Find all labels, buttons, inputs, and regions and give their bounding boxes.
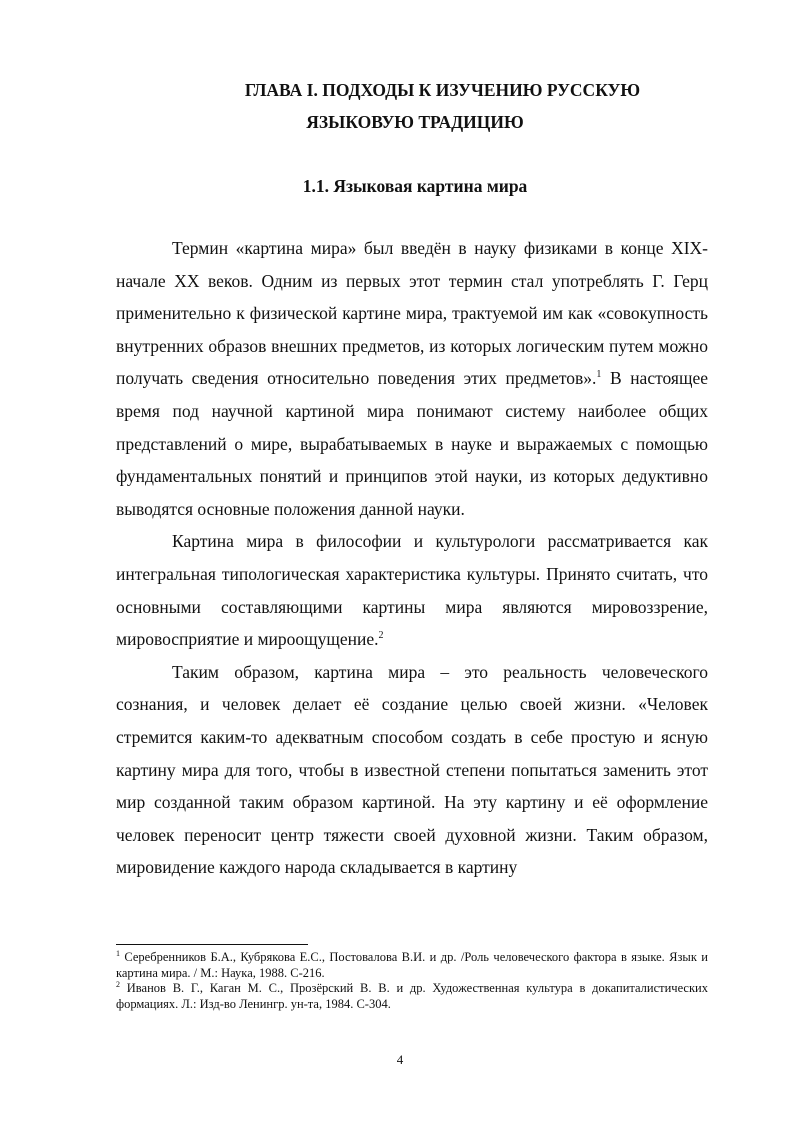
footnote-2: [116, 981, 708, 1012]
chapter-title-line-2: ЯЗЫКОВУЮ ТРАДИЦИЮ: [306, 112, 524, 132]
chapter-title: [110, 74, 720, 138]
section-title: 1.1. Языковая картина мира: [302, 176, 528, 196]
chapter-title-line-1: ГЛАВА I. ПОДХОДЫ К ИЗУЧЕНИЮ РУССКУЮ: [244, 80, 641, 100]
paragraph-2: [116, 525, 708, 655]
paragraph-2-text: Картина мира в философии и культурологи рассматривается как интегральная типологическая характеристика культуры. Принято считать, что основными составляющими картины мира являются мировоззрение, мировосприятие и мироощущение.: [116, 531, 708, 650]
footnote-1-text: Серебренников Б.А., Кубрякова Е.С., Постовалова В.И. и др. /Роль человеческого фактора в языке. Язык и картина мира. / М.: Наука, 1988. С-216.: [116, 950, 708, 980]
footnote-ref-1[interactable]: 1: [596, 369, 602, 381]
paragraph-1-part-b: В настоящее время под научной картиной мира понимают систему наиболее общих представлений о мире, вырабатываемых в науке и выражаемых с помощью фундаментальных понятий и принципов этой науки, из которых дедуктивно выводятся основные положения данной науки.: [116, 368, 708, 519]
page-number: 4: [396, 1052, 404, 1067]
footnotes: [116, 950, 708, 1012]
footnote-mark-2: 2: [116, 979, 120, 989]
paragraph-1: [116, 232, 708, 525]
footnote-mark-1: 1: [116, 948, 120, 958]
body-text: [116, 232, 708, 884]
paragraph-3: Таким образом, картина мира – это реальность человеческого сознания, и человек делает её создание целью своей жизни. «Человек стремится каким-то адекватным способом создать в себе простую и ясную картину мира для того, чтобы в известной степени попытаться заменить этот мир созданной таким образом картиной. На эту картину и её оформление человек переносит центр тяжести своей духовной жизни. Таким образом, мировидение каждого народа складывается в картину: [116, 661, 708, 878]
footnote-ref-2[interactable]: 2: [378, 630, 384, 642]
footnote-1: [116, 950, 708, 981]
footnote-separator: [116, 944, 308, 945]
paragraph-1-part-a: Термин «картина мира» был введён в науку физиками в конце XIX- начале XX веков. Одним из первых этот термин стал употреблять Г. Герц применительно к физической картине мира, трактуемой им как «совокупность внутренних образов внешних предметов, из которых логическим путем можно получать сведения относительно поведения этих предметов».: [116, 238, 708, 389]
footnote-2-text: Иванов В. Г., Каган М. С., Прозёрский В. В. и др. Художественная культура в докапиталистических формациях. Л.: Изд-во Ленингр. ун-та, 1984. С-304.: [116, 981, 708, 1011]
